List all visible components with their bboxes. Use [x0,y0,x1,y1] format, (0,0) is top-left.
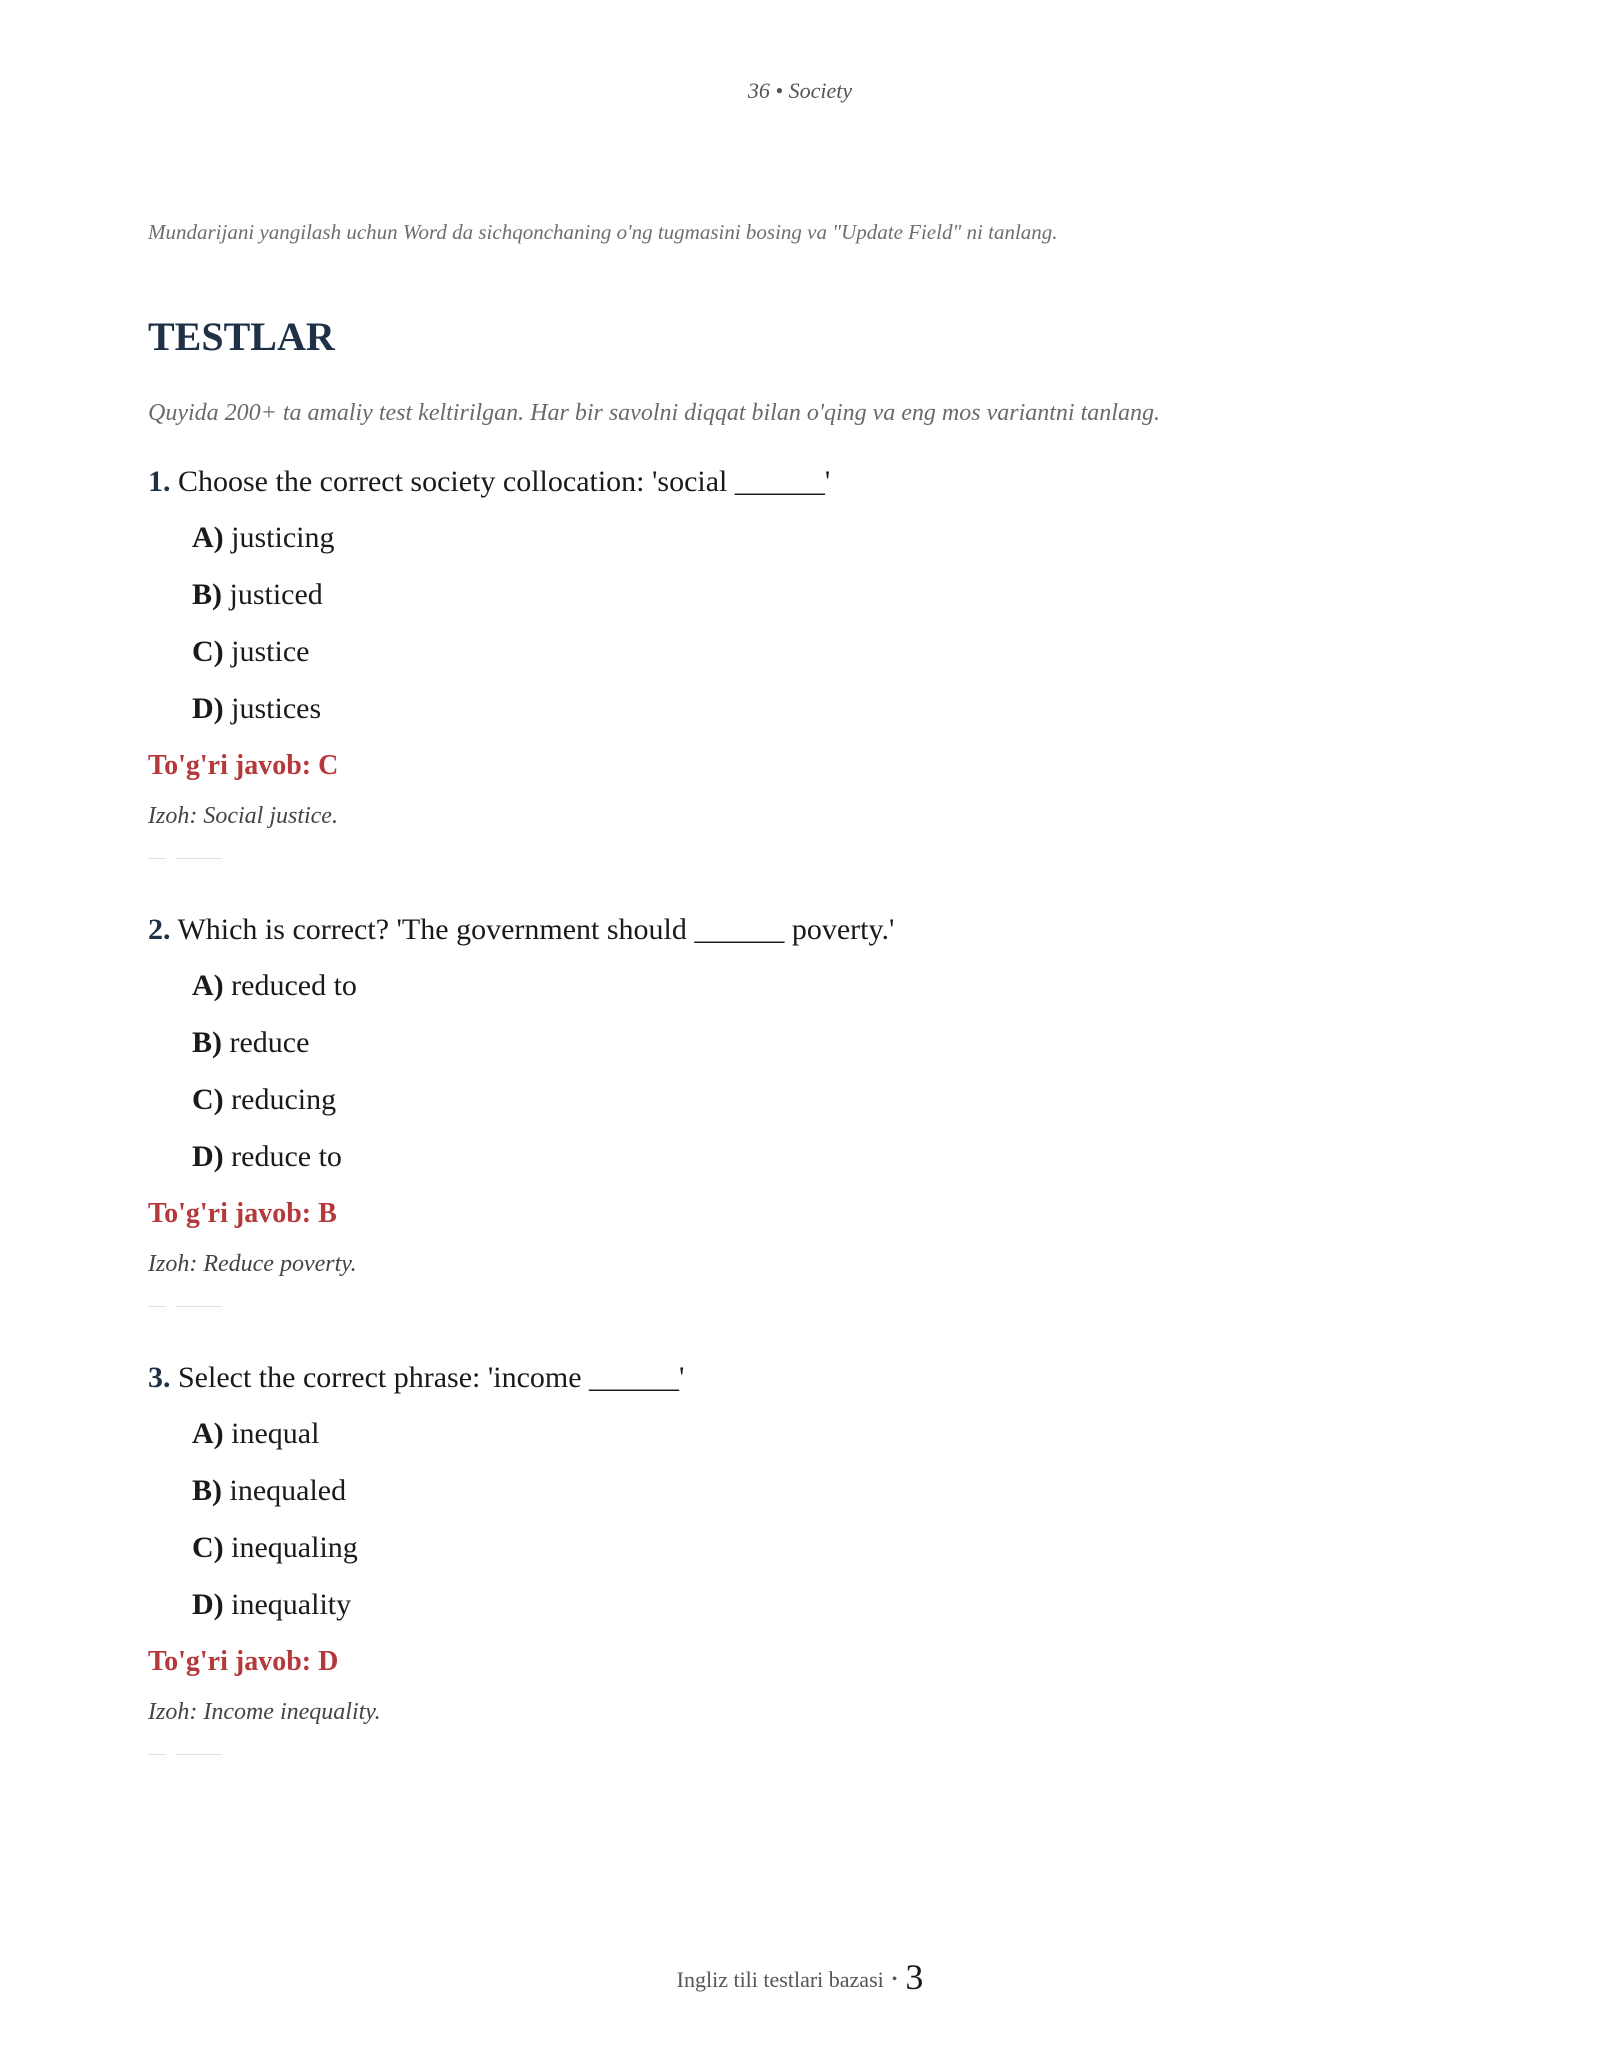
option-letter: B) [192,1474,222,1507]
question-1 [148,462,1458,870]
option-a [192,966,1458,1023]
option-d [192,1137,1458,1194]
option-b [192,1023,1458,1080]
footer-separator: • [891,1971,898,1988]
option-text: justice [231,635,310,668]
option-list [192,966,1458,1194]
option-c [192,1080,1458,1137]
footer-label: Ingliz tili testlari bazasi [676,1967,884,1992]
question-divider [148,1746,1458,1766]
question-number: 1. [148,465,171,498]
section-title: TESTLAR [148,314,335,359]
option-letter: D) [192,692,224,725]
correct-answer: To'g'ri javob: B [148,1198,337,1229]
option-list [192,1414,1458,1642]
option-text: reduced to [231,969,357,1002]
page-footer [0,1956,1600,1998]
option-text: inequality [231,1588,352,1621]
option-text: reducing [231,1083,337,1116]
correct-answer: To'g'ri javob: D [148,1646,339,1677]
option-text: justiced [229,578,323,611]
question-number: 3. [148,1361,171,1394]
option-text: justicing [231,521,335,554]
question-divider [148,850,1458,870]
option-letter: C) [192,635,224,668]
option-letter: A) [192,1417,224,1450]
question-text [148,462,1458,502]
question-prompt: Select the correct phrase: 'income ______' [178,1361,685,1394]
option-text: justices [231,692,322,725]
question-3 [148,1358,1458,1766]
page-content [148,220,1458,1766]
option-text: inequal [231,1417,320,1450]
option-b [192,575,1458,632]
option-letter: B) [192,578,222,611]
option-letter: D) [192,1140,224,1173]
option-a [192,1414,1458,1471]
question-text [148,1358,1458,1398]
running-header: 36 • Society [747,78,853,103]
option-letter: C) [192,1083,224,1116]
option-d [192,689,1458,746]
option-d [192,1585,1458,1642]
option-letter: D) [192,1588,224,1621]
page-number: 3 [905,1957,924,1997]
question-prompt: Choose the correct society collocation: 'social ______' [178,465,831,498]
option-list [192,518,1458,746]
answer-explanation: Izoh: Reduce poverty. [148,1251,357,1277]
option-letter: C) [192,1531,224,1564]
option-letter: A) [192,969,224,1002]
option-c [192,632,1458,689]
question-text [148,910,1458,950]
question-divider [148,1298,1458,1318]
option-text: inequaled [229,1474,347,1507]
option-letter: B) [192,1026,222,1059]
answer-explanation: Izoh: Income inequality. [148,1699,381,1725]
question-2 [148,910,1458,1318]
question-prompt: Which is correct? 'The government should ______ poverty.' [177,913,895,946]
toc-update-note: Mundarijani yangilash uchun Word da sichqonchaning o'ng tugmasini bosing va "Update Field" ni tanlang. [148,220,1058,244]
option-text: reduce to [231,1140,342,1173]
section-intro: Quyida 200+ ta amaliy test keltirilgan. Har bir savolni diqqat bilan o'qing va eng mos variantni tanlang. [148,400,1160,426]
correct-answer: To'g'ri javob: C [148,750,339,781]
option-text: inequaling [231,1531,358,1564]
question-number: 2. [148,913,171,946]
answer-explanation: Izoh: Social justice. [148,803,338,829]
option-c [192,1528,1458,1585]
option-b [192,1471,1458,1528]
option-letter: A) [192,521,224,554]
option-a [192,518,1458,575]
option-text: reduce [229,1026,310,1059]
